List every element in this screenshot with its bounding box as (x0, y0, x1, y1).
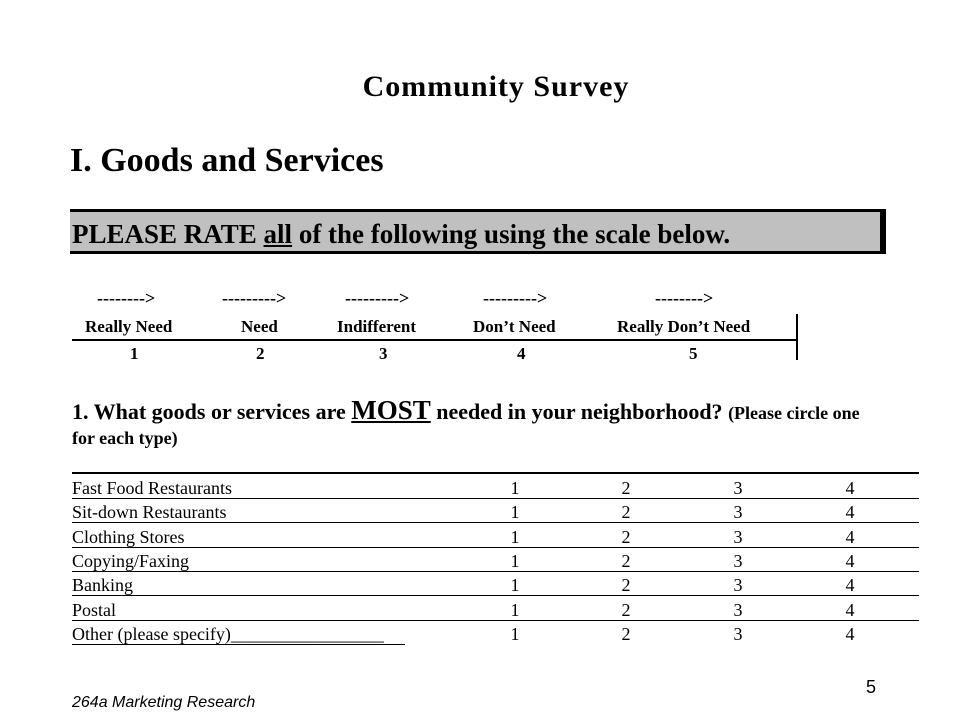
item-label: Copying/Faxing (72, 550, 190, 571)
rating-option-1[interactable]: 1 (510, 550, 520, 571)
scale-label-4: Don’t Need (473, 317, 556, 336)
section-heading: I. Goods and Services (70, 142, 384, 179)
item-label: Fast Food Restaurants (72, 478, 232, 498)
scale-right-rule (796, 314, 798, 360)
scale-label-5: Really Don’t Need (617, 317, 751, 336)
rating-option-4[interactable]: 4 (845, 478, 855, 498)
rating-option-1[interactable]: 1 (510, 526, 520, 547)
rating-option-3[interactable]: 3 (733, 502, 743, 523)
scale-arrow-3: ---------> (345, 288, 410, 308)
rating-option-1[interactable]: 1 (510, 502, 520, 523)
instruction-pre: PLEASE RATE (72, 219, 264, 249)
scale-divider (72, 339, 797, 341)
rating-option-3[interactable]: 3 (733, 623, 743, 644)
rating-option-1[interactable]: 1 (510, 623, 520, 644)
rating-option-4[interactable]: 4 (845, 599, 855, 620)
scale-arrow-2: ---------> (222, 288, 287, 308)
row-rule (72, 547, 919, 548)
item-label: Other (please specify)_________________ (72, 623, 384, 644)
question-1 (72, 395, 860, 426)
rating-option-1[interactable]: 1 (510, 478, 520, 498)
question-emphasis: MOST (351, 395, 431, 425)
scale-label-1: Really Need (85, 317, 173, 336)
scale-number-5: 5 (689, 344, 698, 363)
row-rule (72, 498, 919, 499)
scale-arrow-4: ---------> (483, 288, 548, 308)
row-rule (72, 522, 919, 523)
question-prefix: 1. What goods or services are (72, 399, 352, 424)
item-label: Clothing Stores (72, 526, 185, 547)
rating-option-3[interactable]: 3 (733, 550, 743, 571)
row-rule (72, 571, 919, 572)
scale-number-4: 4 (517, 344, 526, 363)
instruction-post: of the following using the scale below. (292, 219, 731, 249)
rating-option-3[interactable]: 3 (733, 478, 743, 498)
instruction-emphasis: all (263, 219, 293, 249)
rating-option-2[interactable]: 2 (621, 623, 631, 644)
scale-arrow-1: --------> (97, 288, 156, 308)
rating-option-4[interactable]: 4 (845, 575, 855, 596)
slide-title: Community Survey (362, 70, 630, 103)
instruction-text (72, 219, 730, 250)
scale-arrow-5: --------> (655, 288, 714, 308)
row-rule (72, 595, 919, 596)
row-rule (72, 620, 919, 621)
rating-option-2[interactable]: 2 (621, 599, 631, 620)
rating-option-2[interactable]: 2 (621, 478, 631, 498)
scale-label-3: Indifferent (337, 317, 417, 336)
question-note: (Please circle one (728, 403, 860, 423)
rating-option-3[interactable]: 3 (733, 599, 743, 620)
rating-option-2[interactable]: 2 (621, 502, 631, 523)
question-suffix: needed in your neighborhood? (430, 399, 729, 424)
item-label: Postal (72, 599, 117, 620)
rating-option-1[interactable]: 1 (510, 599, 520, 620)
table-top-rule (72, 472, 919, 474)
item-label: Sit-down Restaurants (72, 502, 227, 523)
question-note-line-2: for each type) (72, 428, 178, 448)
rating-option-2[interactable]: 2 (621, 550, 631, 571)
rating-option-2[interactable]: 2 (621, 575, 631, 596)
rating-option-3[interactable]: 3 (733, 575, 743, 596)
rating-option-4[interactable]: 4 (845, 623, 855, 644)
scale-number-2: 2 (256, 344, 265, 363)
item-label: Banking (72, 575, 133, 596)
rating-option-4[interactable]: 4 (845, 526, 855, 547)
scale-number-1: 1 (130, 344, 139, 363)
rating-option-4[interactable]: 4 (845, 550, 855, 571)
scale-number-3: 3 (379, 344, 388, 363)
rating-option-4[interactable]: 4 (845, 502, 855, 523)
rating-option-2[interactable]: 2 (621, 526, 631, 547)
row-rule (72, 644, 405, 645)
rating-option-1[interactable]: 1 (510, 575, 520, 596)
course-footer: 264a Marketing Research (72, 694, 256, 711)
page-number: 5 (866, 677, 877, 697)
scale-label-2: Need (241, 317, 278, 336)
rating-option-3[interactable]: 3 (733, 526, 743, 547)
